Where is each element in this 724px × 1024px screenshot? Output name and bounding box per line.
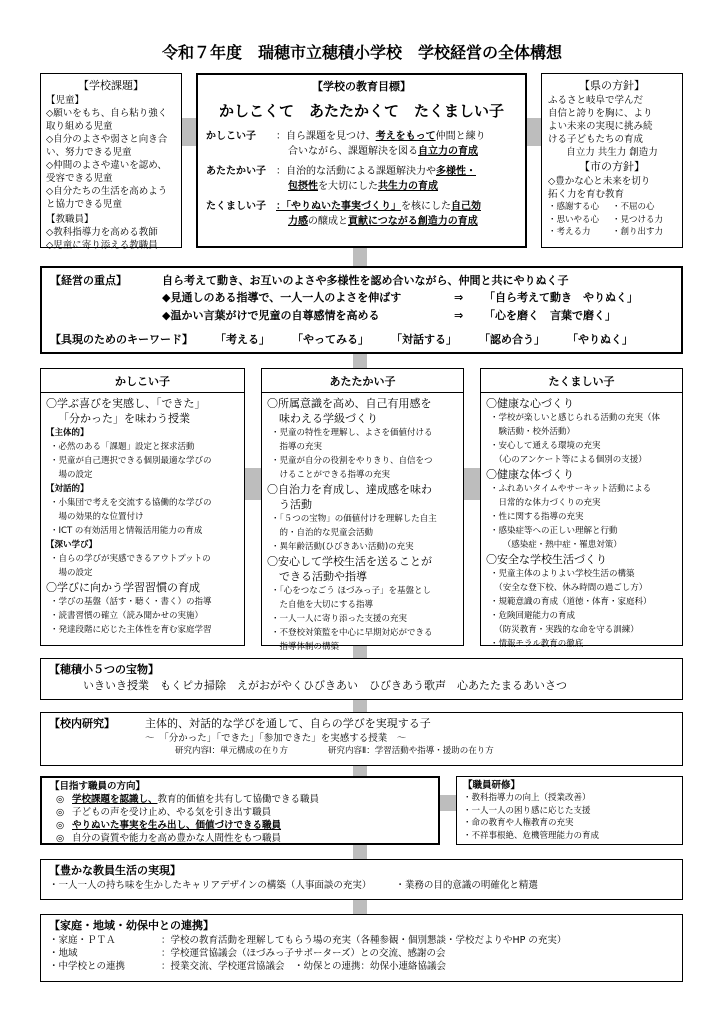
issue-item: ◇自分たちの生活を高めようと協力できる児童 <box>46 186 168 210</box>
focus-bullet-2: ◆温かい言葉がけで児童の自尊感情を高める <box>162 309 380 322</box>
issue-item: ◇自分のよさや弱さと向き合い、努力できる児童 <box>46 134 168 158</box>
pref-head: 【県の方針】 <box>579 79 645 92</box>
training-item: ・命の教育や人権教育の充実 <box>463 818 574 828</box>
education-goal-box <box>196 73 527 248</box>
connector <box>353 354 367 368</box>
pref-line: ふるさと岐阜で学んだ <box>548 95 644 106</box>
community-row: ・地域 ：学校運営協議会（ほづみっ子サポーターズ）との交流、感謝の会 <box>49 948 446 959</box>
research-text: 主体的、対話的な学びを通して、自らの学びを実現する子 <box>145 717 431 730</box>
connector <box>353 900 367 914</box>
connector <box>353 248 367 266</box>
issue-item: ◇教科指導力を高める教師 <box>46 227 158 238</box>
connector <box>182 118 196 146</box>
issue-item: ◇児童に寄り添える教職員 <box>46 240 158 251</box>
issues-child-head: 【児童】 <box>46 95 85 106</box>
research-box: 【校内研究】 主体的、対話的な学びを通して、自らの学びを実現する子 ～ 「分かった」「できた」「参加できた」を実感する授業 ～ 研究内容Ⅰ：単元構成の在り方 研究内容Ⅱ：学習活動や指導・援助の在り方 <box>40 712 683 766</box>
city-items: ・感謝する心 ・不屈の心 ・思いやる心 ・見つける力 ・考える力 ・創り出す力 <box>548 202 664 237</box>
goal-row: たくましい子 ：「やりぬいた事実づくり」を核にした自己効 力感の醸成と貢献につながる創造力の育成 <box>206 201 481 227</box>
pref-line: よい未来の実現に挑み続 <box>548 121 653 132</box>
issue-item: ◇願いをもち、自ら粘り強く取り組める児童 <box>46 108 168 132</box>
training-item: ・教科指導力の向上（授業改善） <box>463 793 591 803</box>
goal-main: かしこくて あたたかくて たくましい子 <box>218 102 504 120</box>
treasure-box: 【穂積小５つの宝物】 いきいき授業 もくピカ掃除 えがおがやくひびきあい ひびきあう歌声 心あたたまるあいさつ <box>40 658 683 700</box>
connector <box>527 118 541 146</box>
focus-head: 【経営の重点】 <box>50 274 127 287</box>
keyword: 「やってみる」 <box>292 333 369 346</box>
keyword-row: 【具現のためのキーワード】 「考える」 「やってみる」 「対話する」 「認め合う」 「やりぬく」 <box>50 331 673 349</box>
pref-line: ける子どもたちの育成 <box>548 134 644 145</box>
connector <box>353 845 367 859</box>
keyword: 「認め合う」 <box>479 333 545 346</box>
focus-bullet-1: ◆見通しのある指導で、一人一人のよさを伸ばす <box>162 291 402 304</box>
training-item: ・一人一人の困り感に応じた支援 <box>463 805 591 816</box>
column-atatakai: あたたかい子 〇所属意識を高め、自己有用感を 味わえる学級づくり ・児童の特性を理解し、よさを価値付ける 指導の充実 ・児童が自分の役割をやりきり、自信をつ けることができる指導の充実 〇自治力を育成し、達成感を味わ う活動 ・「５つの宝物」の価値付けを理解した自主 的・自治的な児童会活動 ・異年齢活動(ひびきあい活動)の充実 〇安心して学校生活を送ることが できる活動や指導 ・「心をつなごう ほづみっ子」を基盤とし た自他を大切にする指導 ・一人一人に寄り添った支援の充実 ・不登校対策監を中心に早期対応ができる 指導体制の構築 <box>261 368 464 646</box>
focus-text: 自ら考えて動き、お互いのよさや多様性を認め合いながら、仲間と共にやりぬく子 <box>162 274 569 287</box>
keyword: 「やりぬく」 <box>567 333 633 346</box>
connector <box>464 468 480 500</box>
column-takumashii: たくましい子 〇健康な心づくり ・学校が楽しいと感じられる活動の充実（体 験活動・校外活動） ・安心して通える環境の充実 （心のアンケート等による個別の支援） 〇健康な体づくり ・ふれあいタイムやサーキット活動による 日常的な体力づくりの充実 ・性に関する指導の充実 ・感染症等への正しい理解と行動 （感染症・熱中症・罹患対策） 〇安全な学校生活づくり ・児童主体のよりよい学校生活の構築 （安全な登下校、休み時間の過ごし方） ・規範意識の育成（道徳・体育・家庭科） ・危険回避能力の育成 （防災教育・実践的な命を守る訓練） ・情報モラル教育の徹底 <box>480 368 683 646</box>
training-item: ・不祥事根絶、危機管理能力の育成 <box>463 830 600 841</box>
community-box: 【家庭・地域・幼保中との連携】 ・家庭・ＰＴＡ ：学校の教育活動を理解してもらう場の充実（各種参観・個別懇談・学校だよりやHP の充実） ・地域 ：学校運営協議会（ほづみっ子サポーターズ）との交流、感謝の会 ・中学校との連携 ：授業交流、学校運営協議会 ・幼保との連携：幼保小連絡協議会 <box>40 914 683 982</box>
pref-key: 自立力 共生力 創造力 <box>566 147 658 158</box>
city-head: 【市の方針】 <box>579 160 645 173</box>
management-focus-box: 【経営の重点】 自ら考えて動き、お互いのよさや多様性を認め合いながら、仲間と共にやりぬく子 ◆見通しのある指導で、一人一人のよさを伸ばす ⇒ 「自ら考えて動き やりぬく」 ◆温かい言葉がけで児童の自尊感情を高める ⇒ 「心を磨く 言葉で磨く」 【具現のためのキーワード】 「考える」 「やってみる」 「対話する」 「認め合う」 「やりぬく」 <box>40 266 683 354</box>
staff-direction-box: 【目指す職員の方向】 ◎ 学校課題を認識し、教育的価値を共有して協働できる職員 ◎ 子どもの声を受け止め、やる気を引き出す職員 ◎ やりぬいた事実を生み出し、価値づけできる職員 ◎ 自分の資質や能力を高め豊かな人間性をもつ職員 <box>40 776 440 845</box>
column-kashikoi: かしこい子 〇学ぶ喜びを実感し、「できた」 「分かった」を味わう授業 【主体的】 ・必然のある「課題」設定と探求活動 ・児童が自己選択できる個別最適な学びの 場の設定 【対話的】 ・小集団で考えを交流する協働的な学びの 場の効果的な位置付け ・ICT の有効活用と情報活用能力の育成 【深い学び】 ・自らの学びが実感できるアウトプットの 場の設定 〇学びに向かう学習習慣の育成 ・学びの基盤（話す・聴く・書く）の指導 ・読書習慣の確立（読み聞かせの実施） ・発達段階に応じた主体性を育む家庭学習 <box>40 368 245 646</box>
goal-row: かしこい子 ：自ら課題を見つけ、考えをもって仲間と練り 合いながら、課題解決を図る自立力の育成 <box>206 131 486 157</box>
school-issues-box <box>40 73 182 251</box>
keyword: 「考える」 <box>215 333 270 346</box>
column-head: あたたかい子 <box>262 369 463 393</box>
treasure-text: いきいき授業 もくピカ掃除 えがおがやくひびきあい ひびきあう歌声 心あたたまるあいさつ <box>83 679 567 692</box>
connector <box>353 700 367 712</box>
issue-item: ◇仲間のよさや違いを認め、受容できる児童 <box>46 160 167 184</box>
pref-line: 自信と誇りを胸に、より <box>548 108 653 119</box>
focus-target-1: 「自ら考えて動き やりぬく」 <box>484 291 638 304</box>
goal-row: あたたかい子 ：自治的な活動による課題解決力や多様性・ 包摂性を大切にした共生力の育成 <box>206 166 476 192</box>
teacher-life-box: 【豊かな教員生活の実現】 ・一人一人の持ち味を生かしたキャリアデザインの構築（人事面談の充実） ・業務の目的意識の明確化と精選 <box>40 859 683 900</box>
connector <box>245 468 261 500</box>
column-head: たくましい子 <box>481 369 682 393</box>
community-row: ・家庭・ＰＴＡ ：学校の教育活動を理解してもらう場の充実（各種参観・個別懇談・学校だよりやHP の充実） <box>49 935 567 946</box>
training-box: 【職員研修】 ・教科指導力の向上（授業改善） ・一人一人の困り感に応じた支援 ・命の教育や人権教育の充実 ・不祥事根絶、危機管理能力の育成 <box>456 776 683 845</box>
page-title: 令和７年度 瑞穂市立穂積小学校 学校経営の全体構想 <box>161 43 562 62</box>
community-row: ・中学校との連携 ：授業交流、学校運営協議会 ・幼保との連携：幼保小連絡協議会 <box>49 961 447 972</box>
keyword: 「対話する」 <box>391 333 457 346</box>
focus-target-2: 「心を磨く 言葉で磨く」 <box>484 309 616 322</box>
goal-head: 【学校の教育目標】 <box>312 80 411 93</box>
city-line: 拓く力を育む教育 <box>548 189 625 200</box>
column-head: かしこい子 <box>41 369 244 393</box>
city-line: ◇豊かな心と未来を切り <box>548 176 651 187</box>
issues-staff-head: 【教職員】 <box>46 214 94 225</box>
connector <box>440 795 456 811</box>
policy-box <box>541 73 683 248</box>
issues-head: 【学校課題】 <box>78 79 144 92</box>
connector <box>353 766 367 776</box>
